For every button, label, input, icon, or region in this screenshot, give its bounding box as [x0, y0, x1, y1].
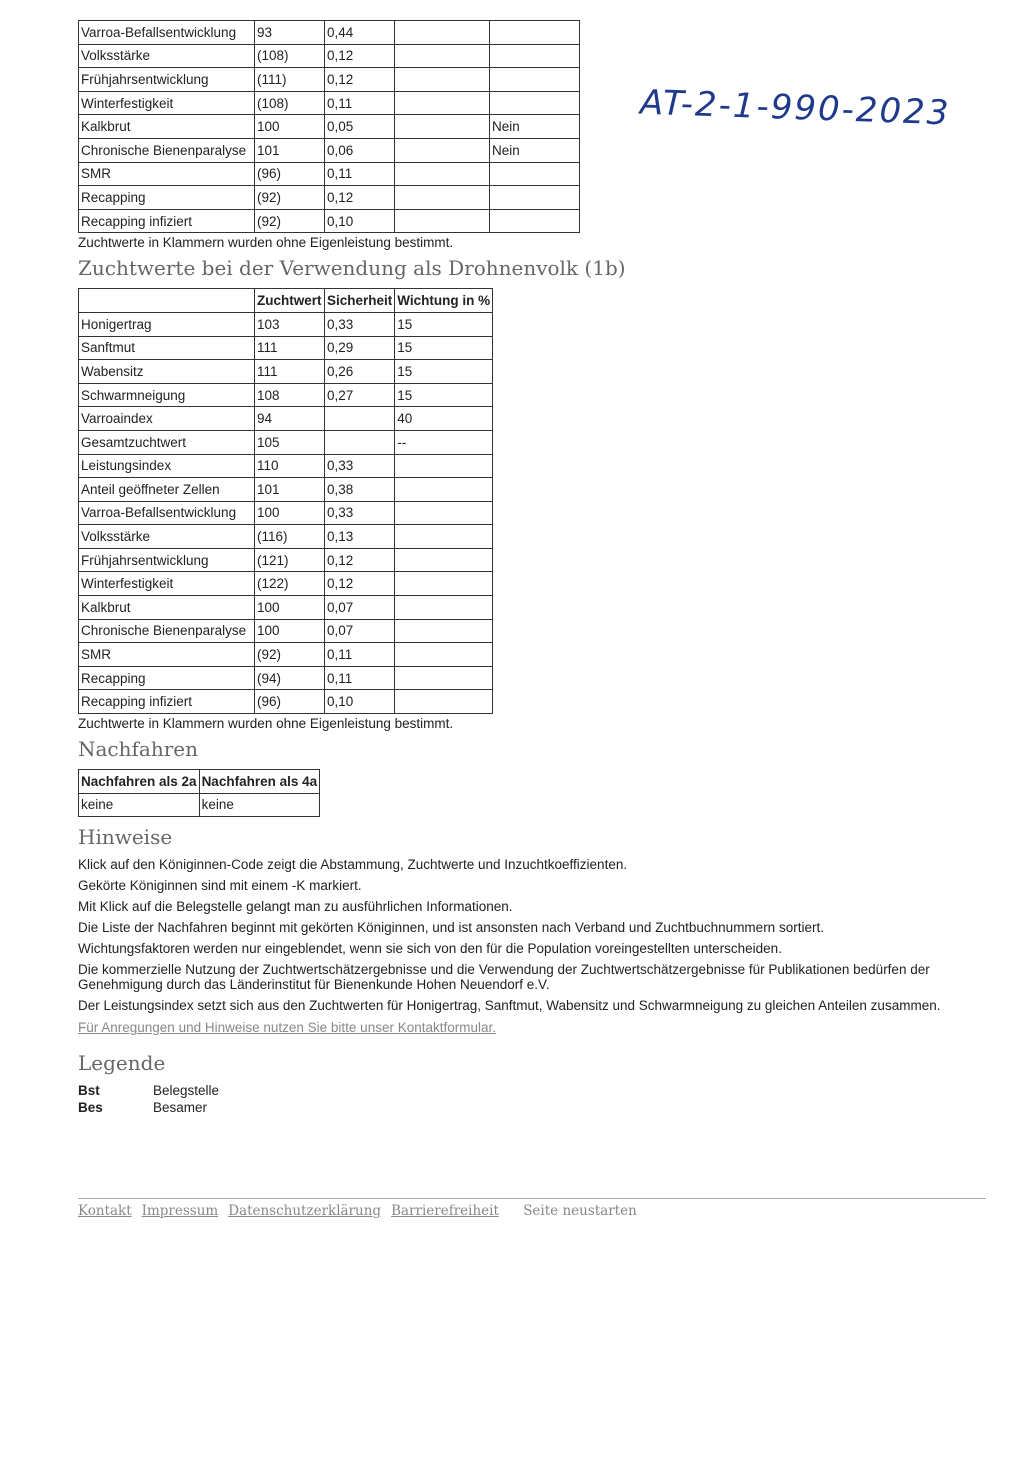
table-row	[79, 690, 493, 714]
legend-value: Belegstelle	[153, 1083, 220, 1099]
table-cell: 15	[395, 360, 493, 384]
table-cell: Varroaindex	[79, 407, 255, 431]
table-cell: (92)	[255, 643, 325, 667]
table-cell: 0,07	[325, 596, 395, 620]
table-top-note: Zuchtwerte in Klammern wurden ohne Eigenleistung bestimmt.	[78, 235, 454, 251]
table-cell: 0,33	[325, 501, 395, 525]
table-cell: 0,33	[325, 312, 395, 336]
table-cell: 0,12	[325, 186, 395, 210]
table-cell	[395, 619, 493, 643]
table-cell: 0,07	[325, 619, 395, 643]
table-cell: (111)	[255, 68, 325, 92]
table-cell: 100	[255, 115, 325, 139]
table-cell: 105	[255, 430, 325, 454]
table-cell: 0,11	[325, 643, 395, 667]
table-cell	[490, 68, 580, 92]
table-cell: 0,11	[325, 162, 395, 186]
table-cell: 15	[395, 336, 493, 360]
table-cell: Recapping	[79, 186, 255, 210]
table-row	[79, 525, 493, 549]
table-cell: Nein	[490, 115, 580, 139]
table-row	[79, 162, 580, 186]
footer-link[interactable]: Datenschutzerklärung	[228, 1203, 382, 1219]
table-cell: 111	[255, 360, 325, 384]
table-cell: 0,06	[325, 138, 395, 162]
table-cell: Volksstärke	[79, 525, 255, 549]
table-cell: 93	[255, 21, 325, 45]
legend-item	[78, 1100, 988, 1115]
table-cell: (96)	[255, 690, 325, 714]
table-cell: 0,26	[325, 360, 395, 384]
table-cell: Anteil geöffneter Zellen	[79, 478, 255, 502]
table-cell: 0,10	[325, 690, 395, 714]
table-row	[79, 501, 493, 525]
table-cell: 0,33	[325, 454, 395, 478]
table-cell: 111	[255, 336, 325, 360]
hinweise-heading: Hinweise	[78, 825, 173, 850]
footer-link[interactable]: Impressum	[141, 1203, 219, 1219]
table-row	[79, 360, 493, 384]
table-cell: 101	[255, 138, 325, 162]
table-header-cell: Wichtung in %	[395, 289, 493, 313]
hint-line: Klick auf den Königinnen-Code zeigt die Abstammung, Zuchtwerte und Inzuchtkoeffizienten.	[78, 857, 628, 873]
table-cell: 0,44	[325, 21, 395, 45]
table-row	[79, 312, 493, 336]
table-row	[79, 336, 493, 360]
table-1b-note: Zuchtwerte in Klammern wurden ohne Eigenleistung bestimmt.	[78, 716, 454, 732]
table-cell: Recapping infiziert	[79, 690, 255, 714]
contact-form-link[interactable]: Für Anregungen und Hinweise nutzen Sie bitte unser Kontaktformular.	[78, 1020, 496, 1036]
table-cell: Sanftmut	[79, 336, 255, 360]
table-cell	[325, 430, 395, 454]
hint-line: Die kommerzielle Nutzung der Zuchtwertschätzergebnisse und die Verwendung der Zuchtwertschätzergebnisse für Publikationen bedürfen der Genehmigung durch das Länderinstitut für Bienenkunde Hohen Neuendorf e.V.	[78, 962, 930, 993]
table-cell: 0,27	[325, 383, 395, 407]
table-cell	[395, 666, 493, 690]
table-cell: 40	[395, 407, 493, 431]
table-cell	[395, 138, 490, 162]
table-top	[78, 20, 580, 233]
table-cell: 15	[395, 383, 493, 407]
table-cell: Nein	[490, 138, 580, 162]
table-cell: Chronische Bienenparalyse	[79, 619, 255, 643]
table-row	[79, 91, 580, 115]
table-cell: Recapping	[79, 666, 255, 690]
table-cell: (92)	[255, 186, 325, 210]
legend-key: Bst	[78, 1083, 100, 1099]
table-cell: 0,05	[325, 115, 395, 139]
table-cell: Honigertrag	[79, 312, 255, 336]
table-cell: 15	[395, 312, 493, 336]
table-cell: Winterfestigkeit	[79, 572, 255, 596]
table-cell: keine	[79, 793, 200, 817]
table-cell	[395, 44, 490, 68]
table-row	[79, 186, 580, 210]
table-cell	[395, 548, 493, 572]
table-cell	[395, 209, 490, 233]
table-cell	[490, 44, 580, 68]
table-cell: (96)	[255, 162, 325, 186]
table-cell	[395, 91, 490, 115]
table-row	[79, 478, 493, 502]
table-row	[79, 596, 493, 620]
table-cell: 100	[255, 596, 325, 620]
table-cell: (116)	[255, 525, 325, 549]
table-cell	[490, 91, 580, 115]
table-cell: 103	[255, 312, 325, 336]
table-cell	[395, 501, 493, 525]
table-cell: Varroa-Befallsentwicklung	[79, 501, 255, 525]
table-header-cell: Nachfahren als 2a	[79, 770, 200, 794]
table-cell: (94)	[255, 666, 325, 690]
table-row	[79, 548, 493, 572]
hint-line: Wichtungsfaktoren werden nur eingeblendet, wenn sie sich von den für die Population voreingestellten unterscheiden.	[78, 941, 782, 957]
table-cell: 108	[255, 383, 325, 407]
table-cell: Volksstärke	[79, 44, 255, 68]
table-cell: 0,38	[325, 478, 395, 502]
legende-heading: Legende	[78, 1051, 166, 1076]
table-cell: (108)	[255, 91, 325, 115]
table-row	[79, 209, 580, 233]
table-cell: 100	[255, 619, 325, 643]
handwritten-code: AT-2-1-990-2023	[639, 82, 952, 134]
legend-key: Bes	[78, 1100, 103, 1116]
page-content	[78, 20, 988, 1117]
table-cell: (108)	[255, 44, 325, 68]
table-cell	[395, 115, 490, 139]
table-cell	[490, 21, 580, 45]
table-row	[79, 572, 493, 596]
table-cell	[395, 643, 493, 667]
table-cell: (122)	[255, 572, 325, 596]
footer-link[interactable]: Kontakt	[78, 1203, 132, 1219]
table-cell: 0,12	[325, 572, 395, 596]
table-cell: 0,10	[325, 209, 395, 233]
table-row	[79, 666, 493, 690]
footer	[78, 1198, 986, 1219]
table-nachfahren	[78, 769, 320, 817]
table-row	[79, 454, 493, 478]
table-cell: keine	[199, 793, 320, 817]
table-header-cell	[79, 289, 255, 313]
table-row	[79, 68, 580, 92]
table-cell	[395, 690, 493, 714]
hint-line: Der Leistungsindex setzt sich aus den Zuchtwerten für Honigertrag, Sanftmut, Wabensitz und Schwarmneigung zu gleichen Anteilen zusammen.	[78, 998, 941, 1014]
table-cell	[395, 68, 490, 92]
table-cell	[395, 525, 493, 549]
table-cell: Recapping infiziert	[79, 209, 255, 233]
table-cell	[490, 209, 580, 233]
hinweise-list	[78, 857, 988, 1013]
table-cell: 0,29	[325, 336, 395, 360]
hint-line: Mit Klick auf die Belegstelle gelangt man zu ausführlichen Informationen.	[78, 899, 513, 915]
hint-line: Die Liste der Nachfahren beginnt mit gekörten Königinnen, und ist ansonsten nach Verband und Zuchtbuchnummern sortiert.	[78, 920, 824, 936]
table-cell	[395, 21, 490, 45]
table-cell: Frühjahrsentwicklung	[79, 68, 255, 92]
table-cell: 100	[255, 501, 325, 525]
table-cell: (92)	[255, 209, 325, 233]
legend-item	[78, 1083, 988, 1098]
table-cell: 0,13	[325, 525, 395, 549]
legende-list	[78, 1083, 988, 1115]
table-cell: Gesamtzuchtwert	[79, 430, 255, 454]
table-cell: 101	[255, 478, 325, 502]
table-cell: 0,12	[325, 68, 395, 92]
table-cell: Wabensitz	[79, 360, 255, 384]
section-1b-heading: Zuchtwerte bei der Verwendung als Drohnenvolk (1b)	[78, 256, 626, 281]
table-row	[79, 407, 493, 431]
table-cell: Frühjahrsentwicklung	[79, 548, 255, 572]
table-row	[79, 430, 493, 454]
table-cell	[395, 572, 493, 596]
table-row	[79, 115, 580, 139]
table-cell	[395, 454, 493, 478]
table-cell	[325, 407, 395, 431]
hint-line: Gekörte Königinnen sind mit einem -K markiert.	[78, 878, 362, 894]
table-row	[79, 619, 493, 643]
footer-link[interactable]: Barrierefreiheit	[391, 1203, 499, 1219]
table-cell: Kalkbrut	[79, 115, 255, 139]
table-cell: (121)	[255, 548, 325, 572]
table-cell: SMR	[79, 162, 255, 186]
table-row	[79, 138, 580, 162]
table-cell: Chronische Bienenparalyse	[79, 138, 255, 162]
table-row	[79, 21, 580, 45]
table-cell: SMR	[79, 643, 255, 667]
legend-value: Besamer	[153, 1100, 208, 1116]
table-cell: Varroa-Befallsentwicklung	[79, 21, 255, 45]
nachfahren-heading: Nachfahren	[78, 737, 198, 762]
table-header-cell: Sicherheit	[325, 289, 395, 313]
table-header-cell: Nachfahren als 4a	[199, 770, 320, 794]
table-cell: 0,11	[325, 91, 395, 115]
table-1b	[78, 288, 493, 714]
table-cell: 110	[255, 454, 325, 478]
table-cell	[490, 186, 580, 210]
table-cell	[395, 162, 490, 186]
table-cell: --	[395, 430, 493, 454]
table-cell: 0,12	[325, 44, 395, 68]
footer-restart[interactable]: Seite neustarten	[523, 1203, 637, 1219]
table-header-cell: Zuchtwert	[255, 289, 325, 313]
table-cell: 94	[255, 407, 325, 431]
table-cell	[395, 478, 493, 502]
table-cell: 0,11	[325, 666, 395, 690]
table-row	[79, 383, 493, 407]
table-row	[79, 44, 580, 68]
table-row	[79, 643, 493, 667]
table-cell: Kalkbrut	[79, 596, 255, 620]
table-cell	[490, 162, 580, 186]
table-cell: Winterfestigkeit	[79, 91, 255, 115]
table-cell: Schwarmneigung	[79, 383, 255, 407]
table-cell: Leistungsindex	[79, 454, 255, 478]
table-cell	[395, 596, 493, 620]
table-cell	[395, 186, 490, 210]
table-cell: 0,12	[325, 548, 395, 572]
